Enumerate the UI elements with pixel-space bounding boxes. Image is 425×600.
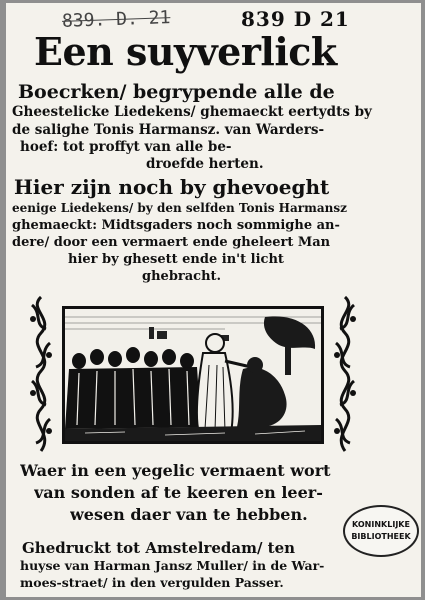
- motto-line-2: van sonden af te keeren en leer-: [34, 483, 323, 502]
- woodcut-illustration: [62, 306, 324, 444]
- library-stamp-line-2: BIBLIOTHEEK: [351, 532, 411, 541]
- subtitle-line-4: dere/ door een vermaert ende gheleert Man: [12, 235, 331, 250]
- title-line-4: de salighe Tonis Harmansz. van Warders-: [12, 122, 325, 138]
- title-line-2: Boecrken/ begrypende alle de: [18, 81, 335, 103]
- left-ornament-border: [26, 295, 56, 453]
- motto-line-1: Waer in een yegelic vermaent wort: [20, 461, 331, 480]
- old-shelfmark: 839. D. 21: [61, 7, 171, 32]
- title-page: [6, 3, 421, 597]
- right-ornament-border: [330, 295, 360, 453]
- subtitle-line-2: eenige Liedekens/ by den selfden Tonis Harmansz: [12, 201, 347, 215]
- title-line-5: hoef: tot proffyt van alle be-: [20, 139, 232, 155]
- subtitle-line-3: ghemaeckt: Midtsgaders noch sommighe an-: [12, 218, 340, 233]
- subtitle-line-6: ghebracht.: [142, 269, 222, 284]
- subtitle-line-1: Hier zijn noch by ghevoeght: [14, 175, 330, 199]
- imprint-line-3: moes-straet/ in den vergulden Passer.: [20, 575, 284, 590]
- woodcut-image: [65, 309, 321, 441]
- title-line-1: Een suyverlick: [34, 29, 337, 74]
- library-stamp-line-1: KONINKLIJKE: [352, 520, 410, 529]
- title-line-3: Gheestelicke Liedekens/ ghemaeckt eertydts by: [12, 104, 372, 120]
- shelfmark: 839 D 21: [241, 7, 350, 31]
- motto-line-3: wesen daer van te hebben.: [70, 505, 308, 524]
- library-stamp: [343, 505, 419, 557]
- subtitle-line-5: hier by ghesett ende in't licht: [68, 252, 284, 267]
- title-line-6: droefde herten.: [146, 156, 264, 172]
- imprint-line-1: Ghedruckt tot Amstelredam/ ten: [22, 539, 296, 557]
- imprint-line-2: huyse van Harman Jansz Muller/ in de War-: [20, 558, 325, 573]
